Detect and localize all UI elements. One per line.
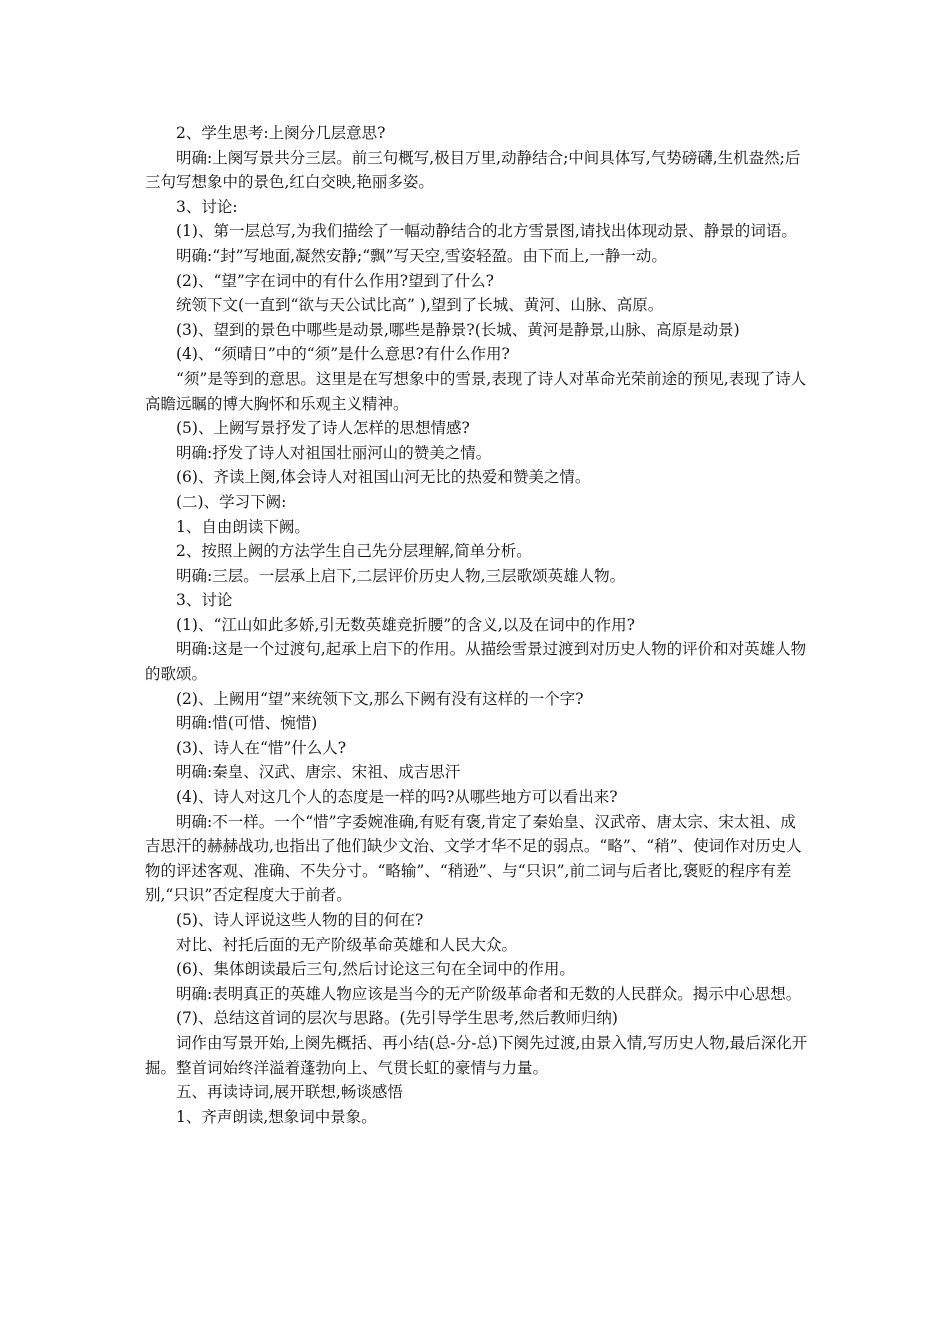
paragraph: 明确:上阕写景共分三层。前三句概写,极目万里,动静结合;中间具体写,气势磅礴,生机盎然;后三句写想象中的景色,红白交映,艳丽多姿。: [145, 148, 801, 192]
paragraph: (4)、“须晴日”中的“须”是什么意思?有什么作用?: [176, 345, 510, 364]
paragraph: (3)、诗人在“惜”什么人?: [176, 738, 347, 757]
paragraph: 统领下文(一直到“欲与天公试比高” ),望到了长城、黄河、山脉、高原。: [176, 296, 664, 315]
paragraph: (3)、望到的景色中哪些是动景,哪些是静景?(长城、黄河是静景,山脉、高原是动景): [176, 320, 740, 339]
paragraph: (二)、学习下阙:: [176, 492, 287, 511]
paragraph: (5)、诗人评说这些人物的目的何在?: [176, 911, 424, 929]
paragraph: (2)、“望”字在词中的有什么作用?望到了什么?: [176, 271, 494, 290]
paragraph: (1)、“江山如此多娇,引无数英雄竞折腰”的含义,以及在词中的作用?: [176, 615, 635, 634]
paragraph: (4)、诗人对这几个人的态度是一样的吗?从哪些地方可以看出来?: [176, 788, 618, 807]
paragraph: 明确:“封”写地面,凝然安静;“飘”写天空,雪姿轻盈。由下而上,一静一动。: [176, 246, 667, 265]
paragraph: (7)、总结这首词的层次与思路。(先引导学生思考,然后教师归纳): [176, 1009, 618, 1028]
paragraph: 3、讨论:: [176, 197, 238, 216]
paragraph: 明确:三层。一层承上启下,二层评价历史人物,三层歌颂英雄人物。: [176, 566, 626, 585]
paragraph: 2、学生思考:上阕分几层意思?: [176, 124, 386, 142]
paragraph: (6)、齐读上阕,体会诗人对祖国山河无比的热爱和赞美之情。: [176, 468, 591, 487]
paragraph: (6)、集体朗读最后三句,然后讨论这三句在全词中的作用。: [176, 960, 575, 979]
paragraph: 明确:秦皇、汉武、唐宗、宋祖、成吉思汗: [176, 763, 461, 782]
paragraph: 明确:这是一个过渡句,起承上启下的作用。从描绘雪景过渡到对历史人物的评价和对英雄人物的歌颂。: [145, 640, 807, 684]
paragraph: 对比、衬托后面的无产阶级革命英雄和人民大众。: [176, 935, 518, 954]
paragraph: “须”是等到的意思。这里是在写想象中的雪景,表现了诗人对革命光荣前途的预见,表现了诗人高瞻远瞩的博大胸怀和乐观主义精神。: [145, 369, 807, 413]
document-body: [145, 121, 810, 1129]
paragraph: 明确:表明真正的英雄人物应该是当今的无产阶级革命者和无数的人民群众。揭示中心思想。: [176, 984, 802, 1003]
paragraph: 明确:抒发了诗人对祖国壮丽河山的赞美之情。: [176, 443, 492, 462]
paragraph: 五、再读诗词,展开联想,畅谈感悟: [176, 1083, 403, 1102]
paragraph: (2)、上阙用“望”来统领下文,那么下阙有没有这样的一个字?: [176, 689, 584, 708]
paragraph: 明确:不一样。一个“惜”字委婉准确,有贬有褒,肯定了秦始皇、汉武帝、唐太宗、宋太祖、成吉思汗的赫赫战功,也指出了他们缺少文治、文学才华不足的弱点。“略”、“稍”、使词作对历史人物的评述客观、准确、不失分寸。“略输”、“稍逊”、与“只识”,前二词与后者比,褒贬的程序有差别,“只识”否定程度大于前者。: [145, 812, 802, 905]
paragraph: 1、自由朗读下阙。: [176, 517, 310, 536]
paragraph: 3、讨论: [176, 591, 233, 610]
paragraph: (5)、上阙写景抒发了诗人怎样的思想情感?: [176, 419, 470, 438]
paragraph: 明确:惜(可惜、惋惜): [176, 714, 318, 733]
paragraph: 1、齐声朗读,想象词中景象。: [176, 1107, 377, 1126]
paragraph: 2、按照上阙的方法学生自己先分层理解,简单分析。: [176, 542, 532, 561]
paragraph: (1)、第一层总写,为我们描绘了一幅动静结合的北方雪景图,请找出体现动景、静景的词语。: [176, 222, 797, 241]
paragraph: 词作由写景开始,上阕先概括、再小结(总-分-总)下阕先过渡,由景入情,写历史人物,最后深化开掘。整首词始终洋溢着蓬勃向上、气贯长虹的豪情与力量。: [145, 1033, 808, 1077]
